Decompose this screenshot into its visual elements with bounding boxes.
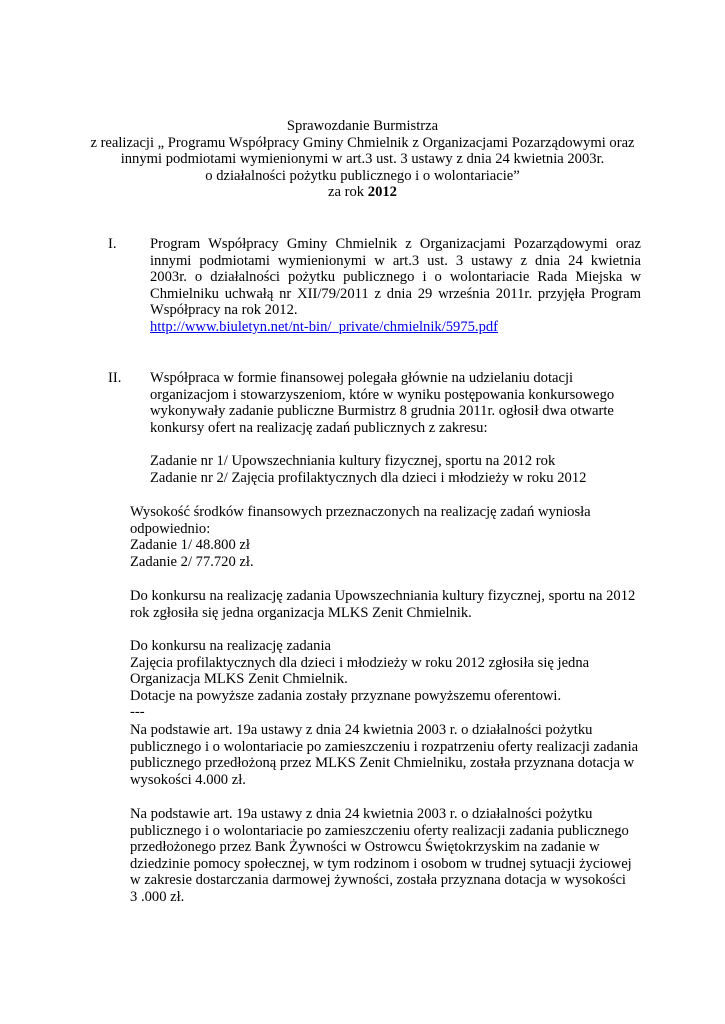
contest-2-paragraph (130, 638, 650, 721)
art19a-2-line: 3 .000 zł. (130, 888, 185, 905)
contest-2-line: Zajęcia profilaktycznych dla dzieci i młodzieży w roku 2012 zgłosiła się jedna (130, 654, 590, 671)
art19a-2-line: dziedzinie pomocy społecznej, w tym rodzinom i osobom w trudnej sytuacji życiowej (130, 855, 632, 872)
separator-dashes: --- (130, 704, 145, 721)
report-subtitle-line: o działalności pożytku publicznego i o wolontariacie” (205, 167, 520, 184)
section-2-text (150, 370, 670, 486)
art19a-2-line: przedłożonego przez Bank Żywności w Ostrowcu Świętokrzyskim na zadanie w (130, 839, 600, 856)
section-number-1: I. (108, 236, 117, 252)
art19a-1-line: Na podstawie art. 19a ustawy z dnia 24 kwietnia 2003 r. o działalności pożytku (130, 722, 593, 738)
art19a-1-line: publicznego i o wolontariacie po zamieszczeniu i rozpatrzeniu oferty realizacji zadania (130, 738, 639, 755)
art19a-paragraph-2 (130, 806, 650, 906)
report-subtitle-line: innymi podmiotami wymienionymi w art.3 ust. 3 ustawy z dnia 24 kwietnia 2003r. (120, 151, 605, 168)
document-header (60, 118, 665, 201)
contest-1-line: Do konkursu na realizację zadania Upowszechniania kultury fizycznej, sportu na 2012 (130, 588, 636, 604)
section-1-line: innymi podmiotami wymienionymi w art.3 ust. 3 ustawy z dnia 24 kwietnia (150, 252, 641, 269)
funds-paragraph (130, 504, 650, 570)
contest-2-line: Do konkursu na realizację zadania (130, 638, 331, 654)
funds-task-1: Zadanie 1/ 48.800 zł (130, 537, 250, 554)
section-1-line: Współpracy na rok 2012. (150, 302, 298, 319)
art19a-1-line: publicznego przedłożoną przez MLKS Zenit Chmielniku, została przyznana dotacja w (130, 755, 635, 772)
task-1: Zadanie nr 1/ Upowszechniania kultury fizycznej, sportu na 2012 rok (150, 452, 556, 469)
contest-2-line: Organizacja MLKS Zenit Chmielnik. (130, 671, 348, 688)
funds-task-2: Zadanie 2/ 77.720 zł. (130, 553, 254, 570)
task-2: Zadanie nr 2/ Zajęcia profilaktycznych dla dzieci i młodzieży w roku 2012 (150, 469, 587, 486)
section-2-line: Współpraca w formie finansowej polegała głównie na udzielaniu dotacji (150, 370, 574, 386)
contest-1-paragraph (130, 588, 650, 621)
report-year-line (60, 184, 665, 201)
report-subtitle-line: z realizacji „ Programu Współpracy Gminy Chmielnik z Organizacjami Pozarządowymi oraz (90, 134, 635, 151)
year-prefix: za rok (328, 184, 368, 201)
program-document-link[interactable]: http://www.biuletyn.net/nt-bin/_private/chmielnik/5975.pdf (150, 318, 499, 335)
grants-awarded-line: Dotacje na powyższe zadania zostały przyznane powyższemu oferentowi. (130, 687, 562, 704)
report-year: 2012 (367, 184, 397, 201)
section-1-line: Chmielniku uchwałą nr XII/79/2011 z dnia 29 września 2011r. przyjęła Program (150, 285, 641, 302)
report-title: Sprawozdanie Burmistrza (286, 118, 439, 134)
art19a-2-line: publicznego i o wolontariacie po zamieszczeniu oferty realizacji zadania publicznego (130, 822, 629, 839)
art19a-paragraph-1 (130, 722, 650, 788)
section-number-2: II. (108, 370, 122, 386)
art19a-2-line: Na podstawie art. 19a ustawy z dnia 24 kwietnia 2003 r. o działalności pożytku (130, 806, 593, 822)
section-2-line: konkursy ofert na realizację zadań publicznych z zakresu: (150, 419, 488, 436)
contest-1-line: rok zgłosiła się jedna organizacja MLKS Zenit Chmielnik. (130, 604, 472, 621)
art19a-2-line: w zakresie dostarczania darmowej żywności, została przyznana dotacja w wysokości (130, 872, 626, 889)
art19a-1-line: wysokości 4.000 zł. (130, 771, 246, 788)
section-1-line: Program Współpracy Gminy Chmielnik z Organizacjami Pozarządowymi oraz (150, 236, 641, 252)
section-2-line: organizacjom i stowarzyszeniom, które w wyniku postępowania konkursowego (150, 386, 615, 403)
section-1-text (150, 236, 641, 336)
funds-line: Wysokość środków finansowych przeznaczonych na realizację zadań wyniosła (130, 504, 591, 520)
funds-line: odpowiednio: (130, 520, 211, 537)
section-1-line: 2003r. o działalności pożytku publicznego i o wolontariacie Rada Miejska w (150, 269, 641, 286)
section-2-line: wykonywały zadanie publiczne Burmistrz 8 grudnia 2011r. ogłosił dwa otwarte (150, 403, 614, 420)
